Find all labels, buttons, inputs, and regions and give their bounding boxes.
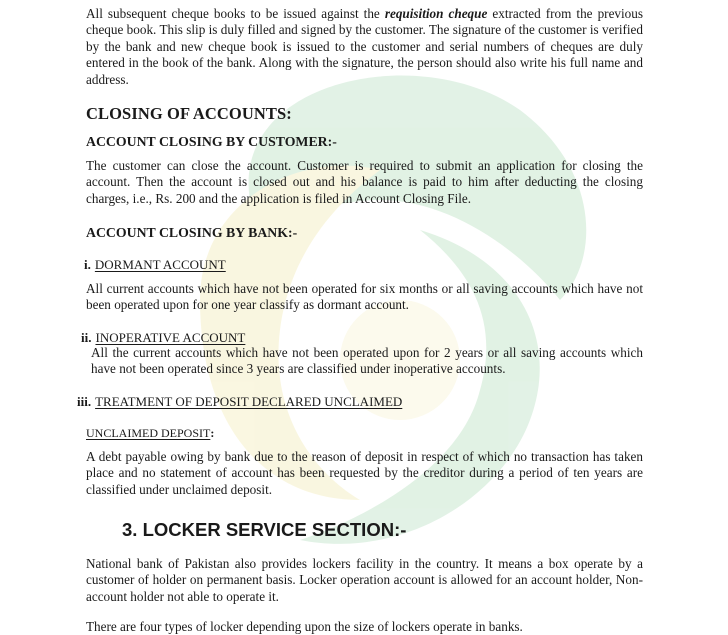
inoperative-account-text: All the current accounts which have not been operated upon for 2 years or all saving accounts which have not been operated since 3 years are classified under inoperative accounts. (91, 345, 643, 377)
intro-text-1: All subsequent cheque books to be issued against the (86, 6, 385, 21)
unclaimed-deposit-subheading (86, 426, 214, 441)
locker-section-text: National bank of Pakistan also provides lockers facility in the country. It means a box operate by a customer of holder on permanent basis. Locker operation account is allowed for an account holder, Non-account holder not able to operate it. (86, 556, 643, 604)
intro-paragraph (86, 6, 643, 88)
locker-section-heading: 3. LOCKER SERVICE SECTION:- (122, 519, 407, 540)
unclaimed-deposit-colon: : (210, 426, 215, 440)
unclaimed-deposit-text: A debt payable owing by bank due to the reason of deposit in respect of which no transaction has taken place and no statement of account has been requested by the creditor during a period of ten years are classified under unclaimed deposit. (86, 449, 643, 497)
dormant-account-item (84, 256, 226, 274)
unclaimed-treatment-title: TREATMENT OF DEPOSIT DECLARED UNCLAIMED (95, 394, 403, 409)
closing-by-customer-heading: ACCOUNT CLOSING BY CUSTOMER:- (86, 134, 337, 149)
unclaimed-deposit-title: UNCLAIMED DEPOSIT (86, 426, 211, 440)
dormant-account-title: DORMANT ACCOUNT (94, 257, 226, 272)
dormant-account-text: All current accounts which have not been operated for six months or all saving accounts which have not been operated upon for one year classify as dormant account. (86, 281, 643, 313)
intro-emphasis: requisition cheque (384, 6, 488, 21)
intro-text-2: extracted from the previous cheque book. This slip is duly filled and signed by the customer. The signature of the customer is verified by the bank and new cheque book is issued to the customer and serial numbers of cheques are duly entered in the book of the bank. Along with the signature, the person should also write his full name and address. (86, 6, 643, 87)
locker-types-text: There are four types of locker depending upon the size of lockers operate in banks. (86, 619, 523, 634)
closing-accounts-heading: CLOSING OF ACCOUNTS: (86, 104, 292, 123)
closing-by-bank-heading: ACCOUNT CLOSING BY BANK:- (86, 225, 298, 240)
item-number: ii. (81, 330, 92, 345)
unclaimed-treatment-item (77, 393, 402, 411)
item-number: iii. (77, 394, 92, 409)
closing-by-customer-text: The customer can close the account. Customer is required to submit an application for closing the account. Then the account is closed out and his balance is paid to him after deducting the closing charges, i.e., Rs. 200 and the application is filed in Account Closing File. (86, 158, 643, 206)
item-number: i. (84, 257, 91, 272)
inoperative-account-title: INOPERATIVE ACCOUNT (95, 330, 246, 345)
